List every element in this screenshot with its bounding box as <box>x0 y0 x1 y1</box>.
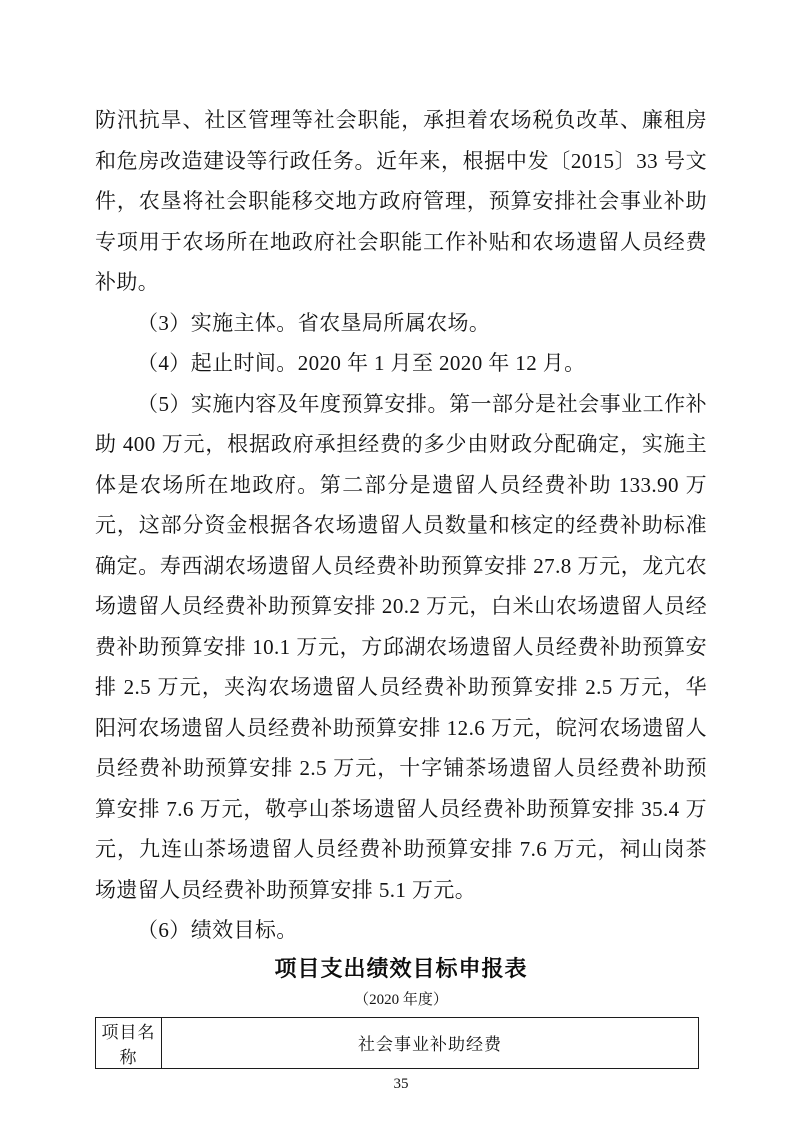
document-content <box>95 100 707 1094</box>
page-number: 35 <box>393 1075 409 1092</box>
performance-target-table <box>95 1017 699 1069</box>
body-paragraph-item-3: （3）实施主体。省农垦局所属农场。 <box>137 310 491 335</box>
table-row-project-name <box>96 1017 699 1068</box>
table-value-project-name: 社会事业补助经费 <box>162 1017 699 1068</box>
table-subtitle: （2020 年度） <box>354 991 448 1008</box>
body-paragraph-item-6: （6）绩效目标。 <box>137 918 298 942</box>
table-header-project-name: 项目名称 <box>96 1017 162 1068</box>
table-title: 项目支出绩效目标申报表 <box>274 955 528 981</box>
body-paragraph-item-5: （5）实施内容及年度预算安排。第一部分是社会事业工作补助 400 万元，根据政府承担经费的多少由财政分配确定，实施主体是农场所在地政府。第二部分是遗留人员经费补助 133.90 万元，这部分资金根据各农场遗留人员数量和核定的经费补助标准确定。寿西湖农场遗留人员经费补助预算安排 27.8 万元，龙亢农场遗留人员经费补助预算安排 20.2 万元，白米山农场遗留人员经费补助预算安排 10.1 万元，方邱湖农场遗留人员经费补助预算安排 2.5 万元，夹沟农场遗留人员经费补助预算安排 2.5 万元，华阳河农场遗留人员经费补助预算安排 12.6 万元，皖河农场遗留人员经费补助预算安排 2.5 万元，十字铺茶场遗留人员经费补助预算安排 7.6 万元，敬亭山茶场遗留人员经费补助预算安排 35.4 万元，九连山茶场遗留人员经费补助预算安排 7.6 万元，祠山岗茶场遗留人员经费补助预算安排 5.1 万元。 <box>95 391 707 902</box>
body-paragraph-item-4: （4）起止时间。2020 年 1 月至 2020 年 12 月。 <box>137 351 586 375</box>
body-paragraph-continuation: 防汛抗旱、社区管理等社会职能，承担着农场税负改革、廉租房和危房改造建设等行政任务。近年来，根据中发〔2015〕33 号文件，农垦将社会职能移交地方政府管理，预算安排社会事业补助专项用于农场所在地政府社会职能工作补贴和农场遗留人员经费补助。 <box>95 108 707 294</box>
